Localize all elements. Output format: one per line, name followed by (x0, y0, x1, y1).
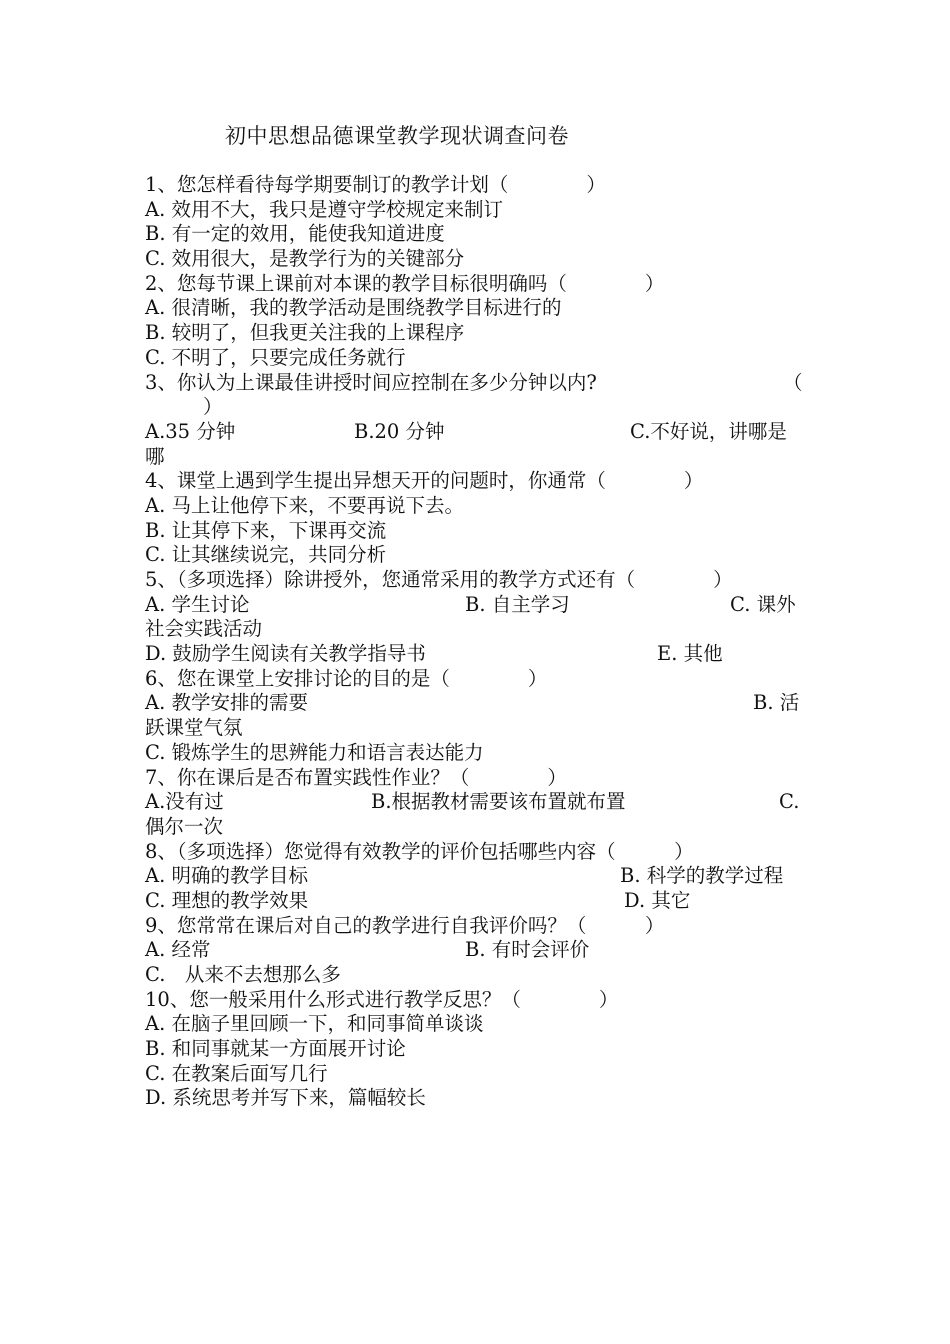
question-1-option-c: C. 效用很大，是教学行为的关键部分 (145, 247, 465, 271)
question-4-option-b: B. 让其停下来，下课再交流 (145, 518, 387, 542)
question-6-stem: 6、您在课堂上安排讨论的目的是（ ） (145, 666, 548, 690)
question-8-option-c: C. 理想的教学效果 (145, 888, 309, 912)
question-3-stem-cont-row (145, 395, 810, 420)
question-3-option-a: A.35 分钟 (145, 419, 236, 443)
page-title: 初中思想品德课堂教学现状调查问卷 (225, 124, 569, 148)
question-7-stem: 7、你在课后是否布置实践性作业？（ ） (145, 765, 567, 789)
question-5-stem: 5、（多项选择）除讲授外，您通常采用的教学方式还有（ ） (145, 568, 733, 591)
question-7-option-b: B.根据教材需要该布置就布置 (371, 790, 626, 814)
question-9-options-row (145, 938, 810, 963)
question-2-option-c: C. 不明了，只要完成任务就行 (145, 345, 406, 369)
question-6-option-b-cont: 跃课堂气氛 (145, 716, 243, 740)
question-3-stem: 3、你认为上课最佳讲授时间应控制在多少分钟以内? (145, 370, 597, 394)
question-3-option-b: B.20 分钟 (354, 419, 445, 443)
question-1-option-a: A. 效用不大，我只是遵守学校规定来制订 (145, 197, 503, 221)
question-5-option-c-cont: 社会实践活动 (145, 617, 263, 641)
question-8-option-b: B. 科学的教学过程 (620, 864, 784, 888)
question-10-option-a: A. 在脑子里回顾一下，和同事简单谈谈 (145, 1012, 484, 1036)
question-3-answer-paren-open: （ (783, 370, 803, 394)
question-6-option-a: A. 教学安排的需要 (145, 691, 308, 715)
question-5-option-d: D. 鼓励学生阅读有关教学指导书 (145, 642, 426, 666)
question-7-option-c-cont: 偶尔一次 (145, 814, 224, 838)
question-8-options-row-2 (145, 889, 810, 914)
question-4-stem: 4、课堂上遇到学生提出异想天开的问题时，你通常（ ） (145, 469, 704, 493)
question-1-stem: 1、您怎样看待每学期要制订的教学计划（ ） (145, 173, 606, 196)
question-1-option-b: B. 有一定的效用，能使我知道进度 (145, 222, 445, 246)
question-8-options-row (145, 864, 810, 889)
question-5-option-b: B. 自主学习 (465, 592, 570, 616)
questionnaire-body (145, 173, 810, 1111)
question-3-stem-row (145, 371, 810, 396)
question-5-option-e: E. 其他 (657, 642, 723, 666)
question-9-option-b: B. 有时会评价 (465, 938, 590, 962)
question-5-options-row-2 (145, 642, 810, 667)
question-5-option-a: A. 学生讨论 (145, 592, 250, 616)
question-9-option-a: A. 经常 (145, 938, 211, 962)
question-8-stem: 8、（多项选择）您觉得有效教学的评价包括哪些内容（ ） (145, 839, 694, 863)
question-9-option-c: C. 从来不去想那么多 (145, 963, 341, 986)
question-3-answer-paren-close: ） (203, 395, 223, 419)
question-5-option-c: C. 课外 (730, 592, 796, 616)
question-2-option-a: A. 很清晰，我的教学活动是围绕教学目标进行的 (145, 296, 562, 320)
question-7-option-c: C. (779, 790, 800, 814)
question-6-options-row (145, 691, 810, 716)
question-5-options-row (145, 593, 810, 618)
question-8-option-d: D. 其它 (624, 888, 691, 912)
question-2-stem: 2、您每节课上课前对本课的教学目标很明确吗（ ） (145, 271, 665, 295)
question-4-option-a: A. 马上让他停下来，不要再说下去。 (145, 493, 464, 517)
question-4-option-c: C. 让其继续说完，共同分析 (145, 543, 387, 567)
question-6-option-b: B. 活 (753, 691, 800, 715)
question-3-option-c-cont: 哪 (145, 444, 165, 468)
question-3-options-row (145, 420, 810, 445)
question-6-option-c: C. 锻炼学生的思辨能力和语言表达能力 (145, 740, 484, 764)
question-10-stem: 10、您一般采用什么形式进行教学反思？（ ） (145, 987, 619, 1011)
question-7-options-row (145, 790, 810, 815)
question-8-option-a: A. 明确的教学目标 (145, 864, 308, 888)
question-9-stem: 9、您常常在课后对自己的教学进行自我评价吗？（ ） (145, 913, 665, 937)
question-7-option-a: A.没有过 (145, 790, 224, 814)
question-3-option-c: C.不好说，讲哪是 (630, 419, 787, 443)
question-10-option-b: B. 和同事就某一方面展开讨论 (145, 1037, 406, 1061)
question-10-option-c: C. 在教案后面写几行 (145, 1061, 328, 1085)
question-2-option-b: B. 较明了，但我更关注我的上课程序 (145, 321, 465, 345)
question-10-option-d: D. 系统思考并写下来，篇幅较长 (145, 1086, 426, 1110)
